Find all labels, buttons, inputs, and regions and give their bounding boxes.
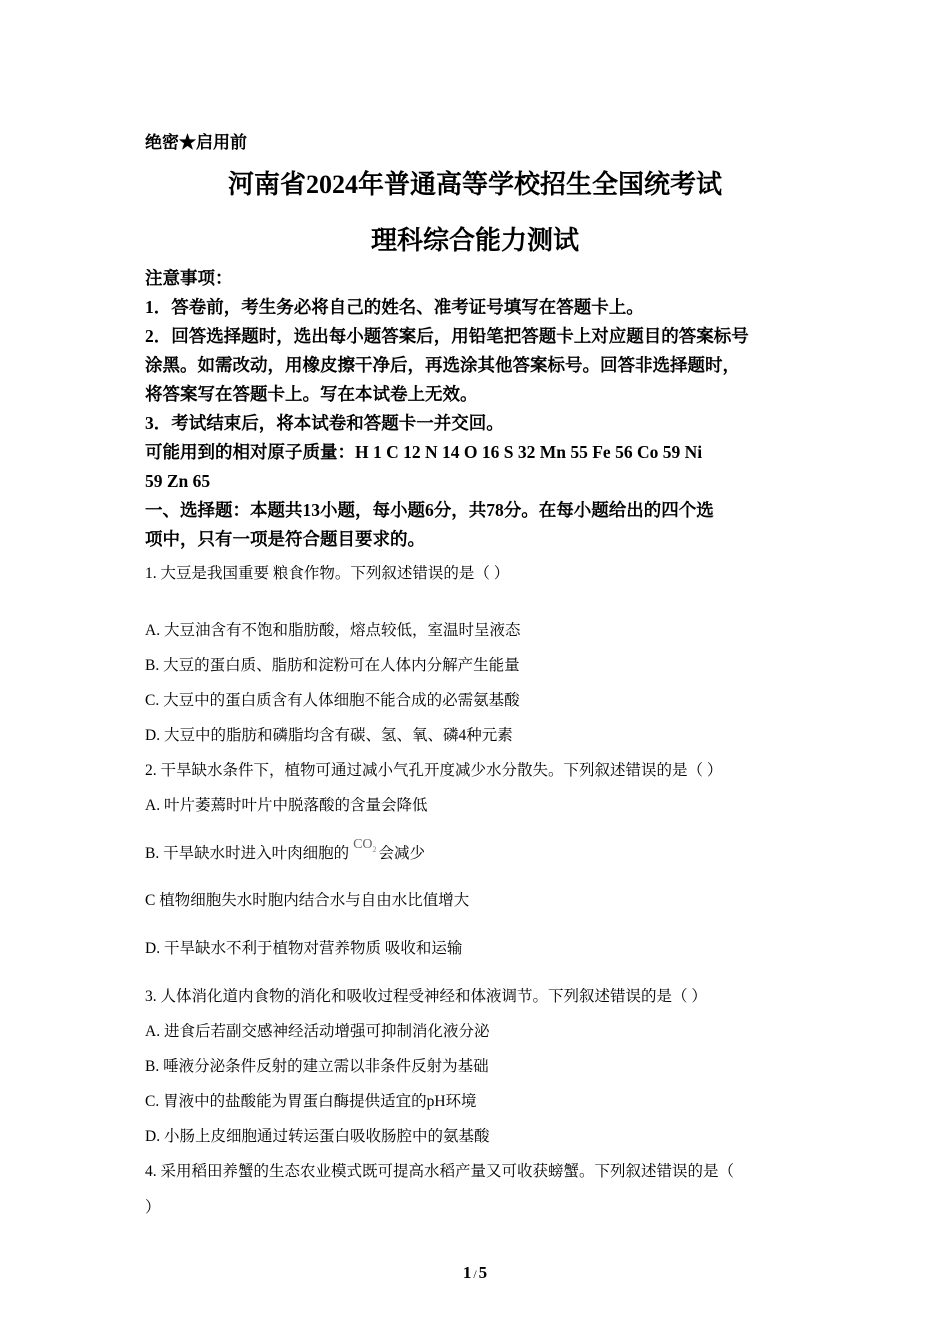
exam-subtitle: 理科综合能力测试: [370, 226, 579, 255]
note-3: 3．考试结束后，将本试卷和答题卡一并交回。: [145, 413, 504, 433]
q4-stem-line-2: ）: [145, 1199, 161, 1216]
q3-stem: 3. 人体消化道内食物的消化和吸收过程受神经和体液调节。下列叙述错误的是（ ）: [145, 988, 707, 1005]
section-heading-line-2: 项中，只有一项是符合题目要求的。: [145, 529, 425, 549]
q2-stem: 2. 干旱缺水条件下，植物可通过减小气孔开度减少水分散失。下列叙述错误的是（ ）: [145, 762, 723, 779]
section-heading-line-1: 一、选择题：本题共13小题，每小题6分，共78分。在每小题给出的四个选: [145, 500, 714, 520]
note-1: 1．答卷前，考生务必将自己的姓名、准考证号填写在答题卡上。: [145, 297, 644, 317]
note-2-line-2: 涂黑。如需改动，用橡皮擦干净后，再选涂其他答案标号。回答非选择题时，: [145, 355, 740, 375]
note-2-line-1: 2．回答选择题时，选出每小题答案后，用铅笔把答题卡上对应题目的答案标号: [145, 326, 749, 346]
q3-option-a: A. 进食后若副交感神经活动增强可抑制消化液分泌: [145, 1023, 490, 1040]
q1-option-d: D. 大豆中的脂肪和磷脂均含有碳、氢、氧、磷4种元素: [145, 727, 513, 744]
page-number: [0, 1263, 950, 1283]
q1-option-c: C. 大豆中的蛋白质含有人体细胞不能合成的必需氨基酸: [145, 692, 520, 709]
q1-option-b: B. 大豆的蛋白质、脂肪和淀粉可在人体内分解产生能量: [145, 657, 520, 674]
q3-option-c: C. 胃液中的盐酸能为胃蛋白酶提供适宜的pH环境: [145, 1093, 477, 1110]
q2-option-a: A. 叶片萎蔫时叶片中脱落酸的含量会降低: [145, 797, 428, 814]
q2-option-b-suffix: 会减少: [378, 845, 426, 862]
q3-option-d: D. 小肠上皮细胞通过转运蛋白吸收肠腔中的氨基酸: [145, 1128, 490, 1145]
secret-label: 绝密★启用前: [145, 133, 247, 152]
q2-option-d: D. 干旱缺水不利于植物对营养物质 吸收和运输: [145, 940, 463, 957]
notes-heading: 注意事项：: [145, 268, 233, 288]
q1-option-a: A. 大豆油含有不饱和脂肪酸，熔点较低，室温时呈液态: [145, 622, 521, 639]
page-current: 1: [462, 1263, 472, 1282]
co2-formula-subscript: 2: [372, 844, 377, 854]
q3-option-b: B. 唾液分泌条件反射的建立需以非条件反射为基础: [145, 1058, 489, 1075]
page-total: 5: [478, 1263, 488, 1282]
atomic-masses-line-2: 59 Zn 65: [145, 471, 211, 491]
q2-option-b: [145, 837, 426, 864]
co2-formula: [353, 837, 376, 854]
atomic-masses-line-1: 可能用到的相对原子质量：H 1 C 12 N 14 O 16 S 32 Mn 55 Fe 56 Co 59 Ni: [145, 442, 703, 462]
q4-stem-line-1: 4. 采用稻田养蟹的生态农业模式既可提高水稻产量又可收获螃蟹。下列叙述错误的是（: [145, 1163, 735, 1180]
q1-stem: 1. 大豆是我国重要 粮食作物。下列叙述错误的是（ ）: [145, 565, 510, 582]
q2-option-c: C 植物细胞失水时胞内结合水与自由水比值增大: [145, 892, 470, 909]
co2-formula-text: CO: [353, 837, 373, 852]
page-separator: /: [473, 1267, 477, 1281]
note-2-line-3: 将答案写在答题卡上。写在本试卷上无效。: [145, 384, 478, 404]
exam-title: 河南省2024年普通高等学校招生全国统考试: [227, 170, 722, 199]
q2-option-b-prefix: B. 干旱缺水时进入叶肉细胞的: [145, 845, 350, 862]
